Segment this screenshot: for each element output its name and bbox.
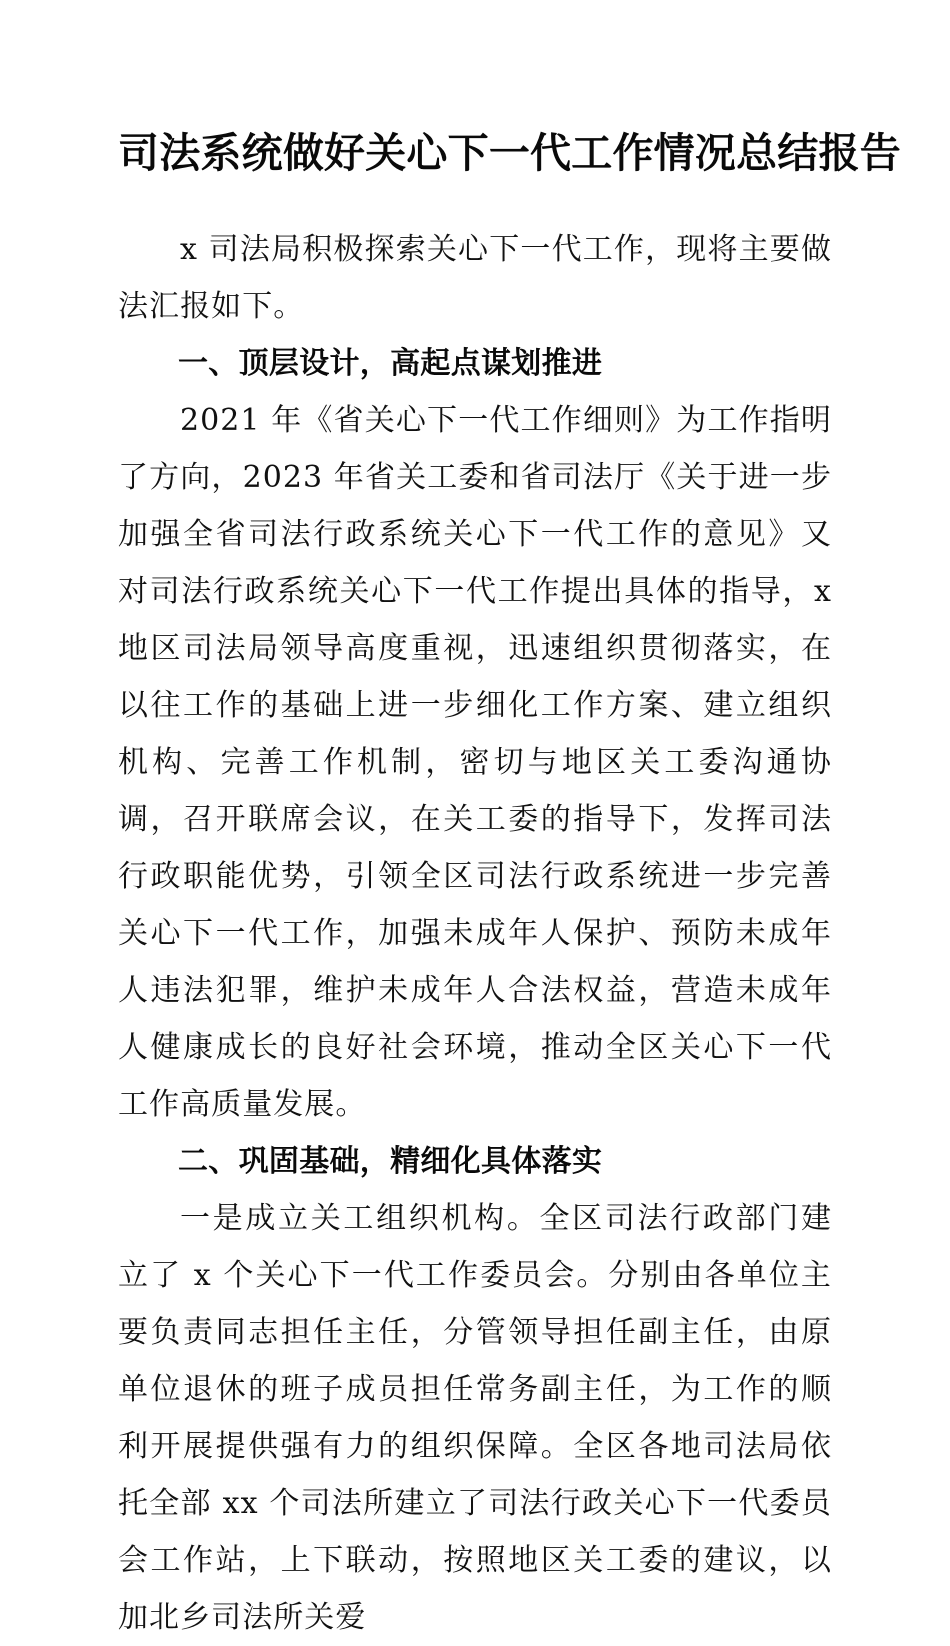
section-heading-1: 一、顶层设计，高起点谋划推进	[178, 347, 603, 381]
page-title: 司法系统做好关心下一代工作情况总结报告	[118, 129, 901, 177]
paragraph-section-1: 2021 年《省关心下一代工作细则》为工作指明了方向，2023 年省关工委和省司法厅《关于进一步加强全省司法行政系统关心下一代工作的意见》又对司法行政系统关心下一代工作提出具体的指导，x 地区司法局领导高度重视，迅速组织贯彻落实，在以往工作的基础上进一步细化工作方案、建立组织机构、完善工作机制，密切与地区关工委沟通协调，召开联席会议，在关工委的指导下，发挥司法行政职能优势，引领全区司法行政系统进一步完善关心下一代工作，加强未成年人保护、预防未成年人违法犯罪，维护未成年人合法权益，营造未成年人健康成长的良好社会环境，推动全区关心下一代工作高质量发展。	[118, 403, 832, 1123]
paragraph-section-2: 一是成立关工组织机构。全区司法行政部门建立了 x 个关心下一代工作委员会。分别由各单位主要负责同志担任主任，分管领导担任副主任，由原单位退休的班子成员担任常务副主任，为工作的顺利开展提供强有力的组织保障。全区各地司法局依托全部 xx 个司法所建立了司法行政关心下一代委员会工作站，上下联动，按照地区关工委的建议，以加北乡司法所关爱	[118, 1201, 832, 1636]
section-heading-2: 二、巩固基础，精细化具体落实	[178, 1145, 603, 1179]
paragraph-intro: x 司法局积极探索关心下一代工作，现将主要做法汇报如下。	[118, 232, 832, 325]
page-content-column	[118, 0, 901, 1646]
title-spacer	[118, 179, 832, 221]
